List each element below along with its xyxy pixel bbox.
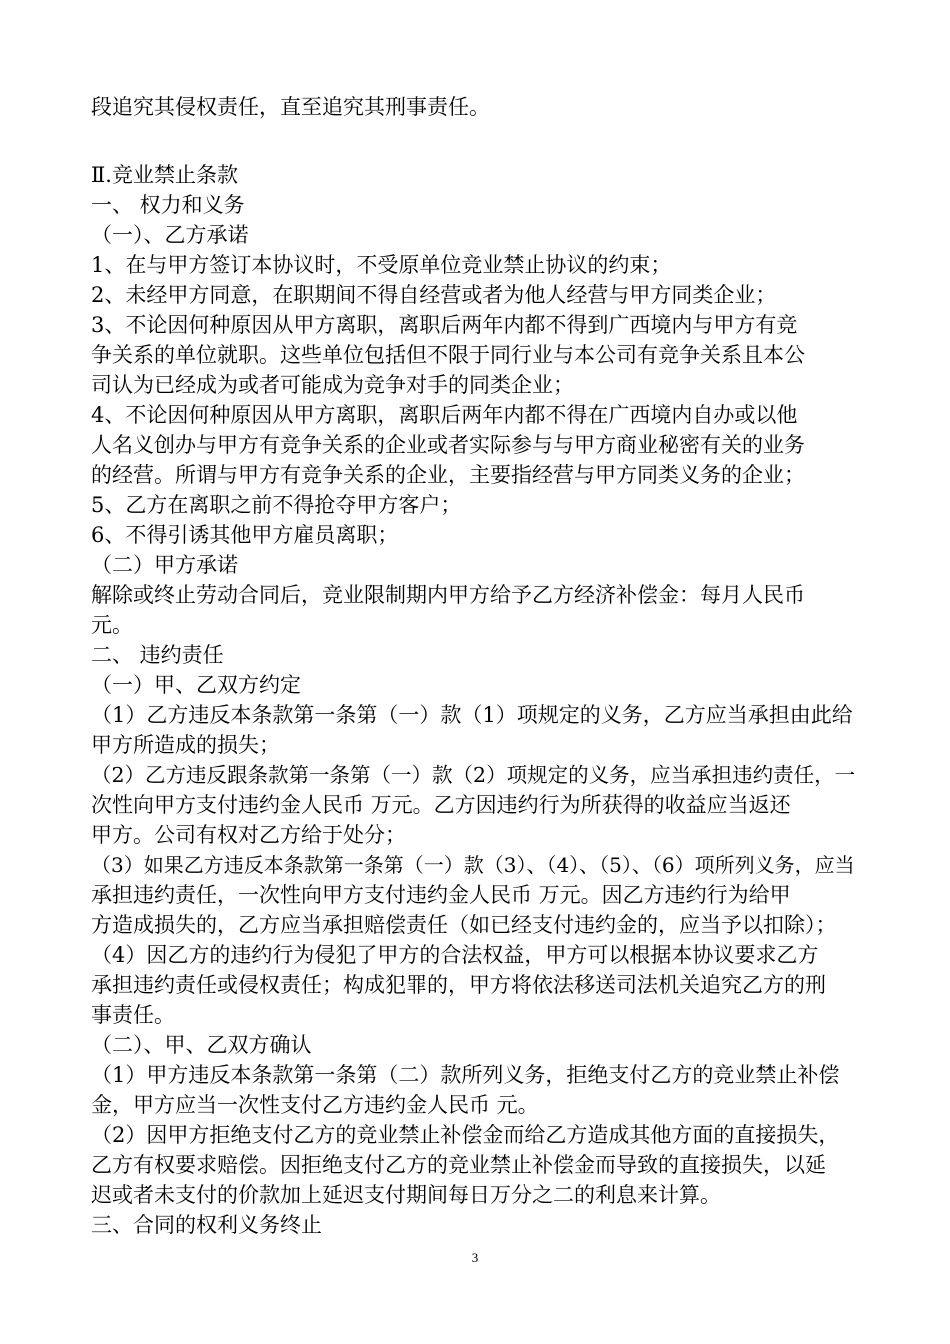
text-line: 次性向甲方支付违约金人民币 万元。乙方因违约行为所获得的收益应当返还 (91, 793, 791, 817)
text-line: 司认为已经成为或者可能成为竞争对手的同类企业； (91, 373, 574, 397)
text-line: （3）如果乙方违反本条款第一条第（一）款（3）、（4）、（5）、（6）项所列义务，应当 (91, 853, 855, 877)
text-line: 甲方所造成的损失； (91, 733, 280, 757)
text-line: （二）、甲、乙双方确认 (91, 1033, 312, 1057)
text-line: 人名义创办与甲方有竞争关系的企业或者实际参与与甲方商业秘密有关的业务 (91, 433, 805, 457)
text-line: （1）甲方违反本条款第一条第（二）款所列义务，拒绝支付乙方的竞业禁止补偿 (91, 1063, 840, 1087)
text-line: 乙方有权要求赔偿。因拒绝支付乙方的竞业禁止补偿金而导致的直接损失，以延 (91, 1153, 826, 1177)
text-line: 二、 违约责任 (91, 643, 224, 667)
text-line: 4、不论因何种原因从甲方离职，离职后两年内都不得在广西境内自办或以他 (91, 403, 798, 427)
blank-line (91, 122, 871, 160)
text-line: 5、乙方在离职之前不得抢夺甲方客户； (91, 493, 462, 517)
text-line: 三、合同的权利义务终止 (91, 1213, 322, 1237)
text-line: （二）甲方承诺 (91, 553, 238, 577)
text-line: 承担违约责任，一次性向甲方支付违约金人民币 万元。因乙方违约行为给甲 (91, 883, 791, 907)
text-line: 1、在与甲方签订本协议时，不受原单位竞业禁止协议的约束； (91, 253, 672, 277)
text-line: 2、未经甲方同意，在职期间不得自经营或者为他人经营与甲方同类企业； (91, 283, 777, 307)
text-line: Ⅱ.竞业禁止条款 (91, 163, 238, 187)
text-line: 解除或终止劳动合同后，竞业限制期内甲方给予乙方经济补偿金：每月人民币 (91, 583, 805, 607)
text-line: （2）乙方违反跟条款第一条第（一）款（2）项规定的义务，应当承担违约责任，一 (91, 763, 856, 787)
text-line: （4）因乙方的违约行为侵犯了甲方的合法权益，甲方可以根据本协议要求乙方 (91, 943, 819, 967)
text-line: （一）、乙方承诺 (91, 223, 249, 247)
text-line: （2）因甲方拒绝支付乙方的竞业禁止补偿金而给乙方造成其他方面的直接损失， (91, 1123, 840, 1147)
text-line: 方造成损失的，乙方应当承担赔偿责任（如已经支付违约金的，应当予以扣除）； (91, 913, 837, 937)
text-line: 段追究其侵权责任，直至追究其刑事责任。 (91, 95, 490, 119)
text-line: （1）乙方违反本条款第一条第（一）款（1）项规定的义务，乙方应当承担由此给 (91, 703, 853, 727)
text-line: 事责任。 (91, 1003, 175, 1027)
text-line: 3、不论因何种原因从甲方离职，离职后两年内都不得到广西境内与甲方有竞 (91, 313, 798, 337)
text-line: 迟或者未支付的价款加上延迟支付期间每日万分之二的利息来计算。 (91, 1183, 721, 1207)
text-line: 承担违约责任或侵权责任；构成犯罪的，甲方将依法移送司法机关追究乙方的刑 (91, 973, 826, 997)
page-number: 3 (471, 1250, 479, 1265)
text-line: 一、 权力和义务 (91, 193, 245, 217)
text-line: （一）甲、乙双方约定 (91, 673, 301, 697)
text-line: 甲方。公司有权对乙方给于处分； (91, 823, 406, 847)
text-line: 元。 (91, 613, 133, 637)
text-line: 的经营。所谓与甲方有竞争关系的企业，主要指经营与甲方同类义务的企业； (91, 463, 805, 487)
text-line: 争关系的单位就职。这些单位包括但不限于同行业与本公司有竞争关系且本公 (91, 343, 805, 367)
text-line: 6、不得引诱其他甲方雇员离职； (91, 523, 399, 547)
document-body (91, 92, 871, 1240)
text-line: 金，甲方应当一次性支付乙方违约金人民币 元。 (91, 1093, 539, 1117)
